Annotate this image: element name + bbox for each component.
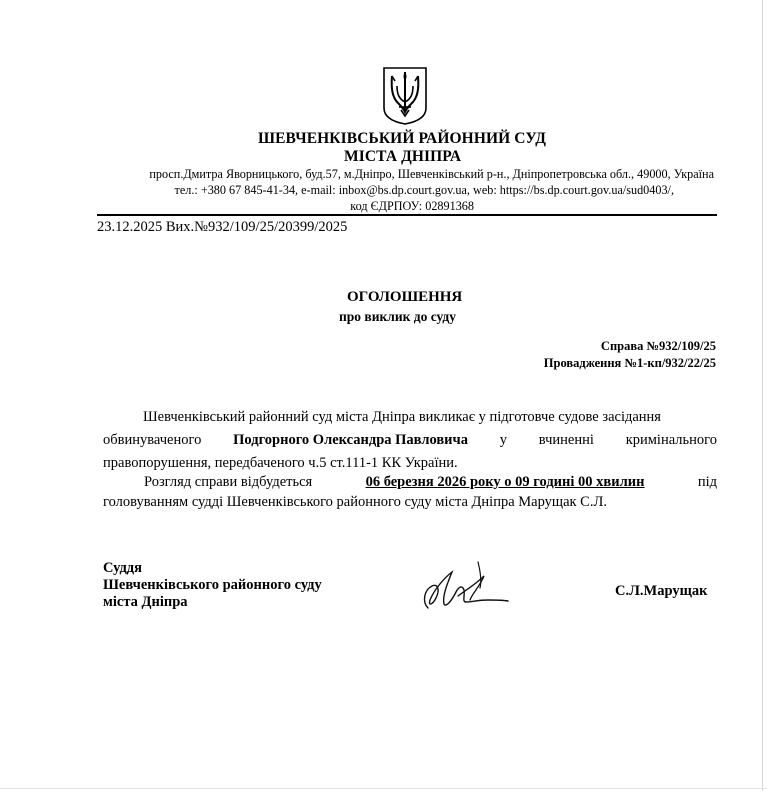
court-name-line1: ШЕВЧЕНКІВСЬКИЙ РАЙОННИЙ СУД <box>258 130 547 147</box>
hearing-date: 06 березня 2026 року о 09 годині 00 хвилин <box>365 474 645 490</box>
court-name-line2: МІСТА ДНІПРА <box>344 148 462 165</box>
case-number: Справа №932/109/25 <box>600 339 716 353</box>
summons-text: Шевченківський районний суд міста Дніпра викликає у підготовче судове засідання <box>143 409 661 425</box>
hearing-text: Розгляд справи відбудеться <box>144 474 313 490</box>
judge-position-line3: міста Дніпра <box>103 594 188 610</box>
outgoing-reference: 23.12.2025 Вих.№932/109/25/20399/2025 <box>97 219 348 235</box>
summons-word: кримінального <box>625 432 717 448</box>
paragraph-summons-line1 <box>103 409 717 426</box>
judge-name: С.Л.Марущак <box>615 583 708 599</box>
court-contacts: тел.: +380 67 845-41-34, e-mail: inbox@bs.dp.court.gov.ua, web: https://bs.dp.court.gov.ua/sud0403/, <box>174 183 674 197</box>
judge-position-line1: Суддя <box>103 560 142 576</box>
summons-word: обвинуваченого <box>103 432 202 448</box>
document-subtitle: про виклик до суду <box>339 309 457 324</box>
paragraph-summons-line3: правопорушення, передбаченого ч.5 ст.111-1 КК України. <box>103 455 458 471</box>
coat-of-arms-icon <box>382 66 428 126</box>
paragraph-hearing-line2: головуванням судді Шевченківського районного суду міста Дніпра Марущак С.Л. <box>103 494 607 510</box>
summons-word: вчиненні <box>538 432 594 448</box>
paragraph-hearing-line1 <box>103 474 717 491</box>
handwritten-signature <box>418 560 510 614</box>
judge-position-line2: Шевченківського районного суду <box>103 577 322 593</box>
court-address: просп.Дмитра Яворницького, буд.57, м.Дніпро, Шевченківський р-н., Дніпропетровська обл., 49000, Україна <box>149 167 714 181</box>
page-edge-right <box>762 0 763 791</box>
page-edge-bottom <box>0 788 767 789</box>
court-edrpou-code: код ЄДРПОУ: 02891368 <box>350 199 474 213</box>
paragraph-summons-line2 <box>103 432 717 449</box>
defendant-name: Подгорного Олександра Павловича <box>233 432 468 448</box>
proceeding-number: Провадження №1-кп/932/22/25 <box>543 356 716 370</box>
summons-word: у <box>499 432 507 448</box>
document-title: ОГОЛОШЕННЯ <box>347 289 463 305</box>
hearing-text-suffix: під <box>697 474 717 490</box>
header-divider <box>97 214 717 216</box>
